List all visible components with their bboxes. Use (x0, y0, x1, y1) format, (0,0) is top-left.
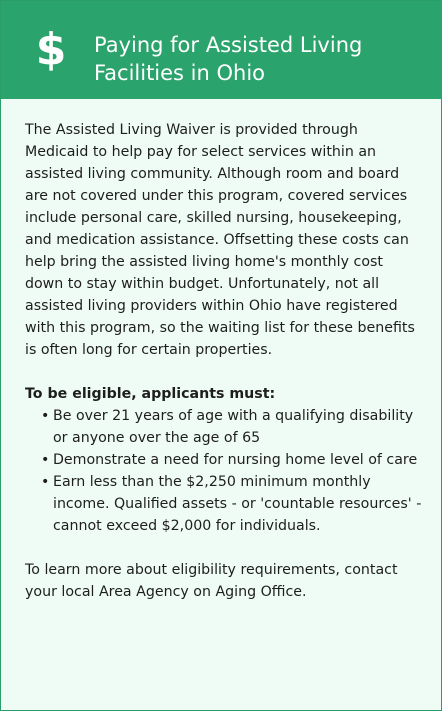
bullet-icon: • (41, 474, 50, 490)
requirement-text: Be over 21 years of age with a qualifying disability or anyone over the age of 65 (53, 408, 414, 446)
list-item (41, 449, 425, 471)
eligibility-heading: To be eligible, applicants must: (25, 386, 276, 402)
card-body (25, 119, 425, 603)
dollar-sign-icon: $ (35, 24, 67, 75)
bullet-icon: • (41, 408, 50, 424)
requirement-text: Demonstrate a need for nursing home level of care (53, 452, 418, 468)
card-header (1, 1, 442, 99)
requirement-text: Earn less than the $2,250 minimum monthly income. Qualified assets - or 'countable resources' - cannot exceed $2,000 for individuals. (53, 474, 422, 534)
list-item (41, 471, 425, 537)
bullet-icon: • (41, 452, 50, 468)
list-item (41, 405, 425, 449)
intro-paragraph: The Assisted Living Waiver is provided through Medicaid to help pay for select services within an assisted living community. Although room and board are not covered under this program, covered services include personal care, skilled nursing, housekeeping, and medication assistance. Offsetting these costs can help bring the assisted living home's monthly cost down to stay within budget. Unfortunately, not all assisted living providers within Ohio have registered with this program, so the waiting list for these benefits is often long for certain properties. (25, 122, 415, 358)
requirements-list (25, 405, 425, 537)
closing-paragraph: To learn more about eligibility requirements, contact your local Area Agency on Aging Office. (25, 562, 398, 600)
card-title: Paying for Assisted Living Facilities in Ohio (94, 33, 363, 85)
